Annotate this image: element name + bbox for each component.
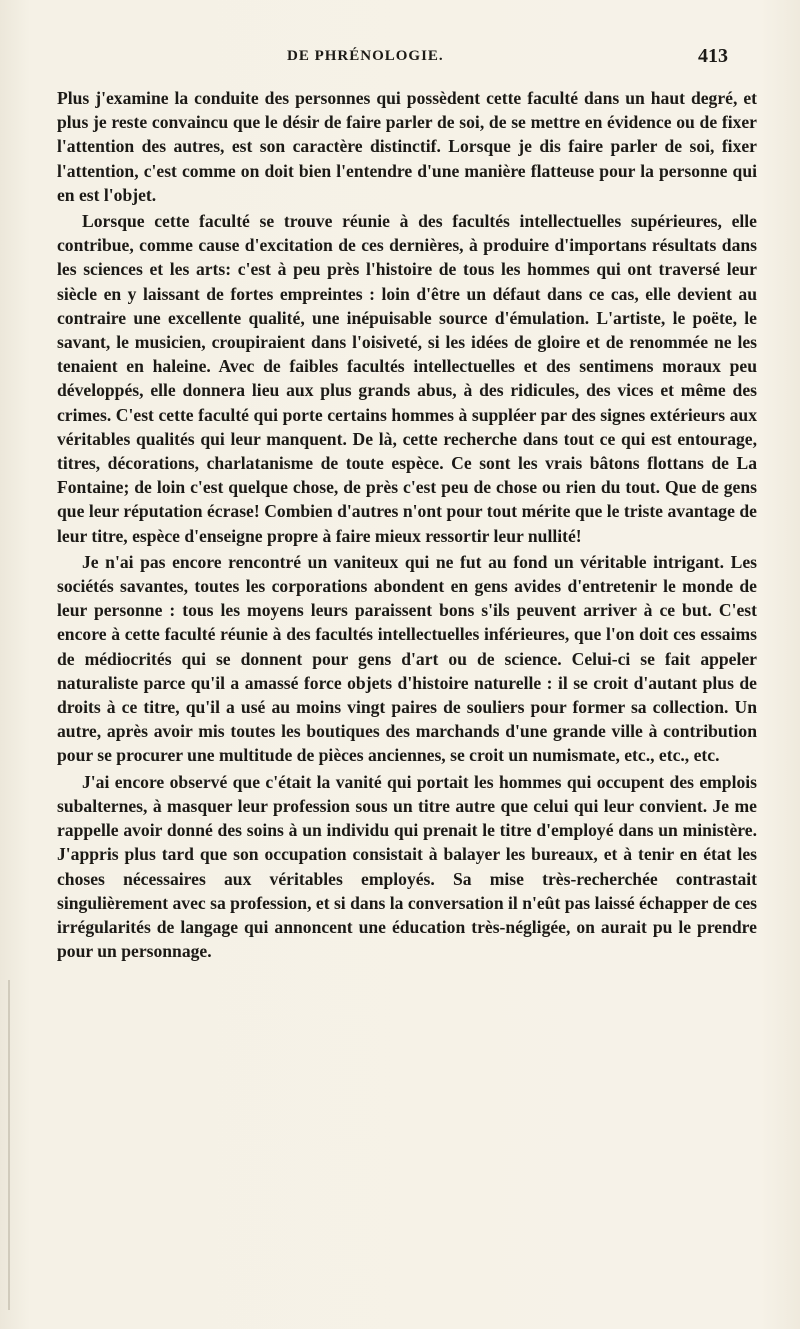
paragraph: Plus j'examine la conduite des personnes qui possèdent cette faculté dans un haut degré, et plus je reste convaincu que le désir de faire parler de soi, de se mettre en évidence ou de fixer l'attention des autres, est son caractère distinctif. Lorsque je dis faire parler de soi, fixer l'attention, c'est comme on doit bien l'entendre d'une manière flatteuse pour la personne qui en est l'objet. — [57, 88, 757, 205]
paragraph: J'ai encore observé que c'était la vanité qui portait les hommes qui occupent des emplois subalternes, à masquer leur profession sous un titre autre que celui qui leur convient. Je me rappelle avoir donné des soins à un individu qui prenait le titre d'employé dans un ministère. J'appris plus tard que son occupation consistait à balayer les bureaux, et à tenir en état les choses nécessaires aux véritables employés. Sa mise très-recherchée contrastait singulièrement avec sa profession, et si dans la conversation il n'eût pas laissé échapper de ces irrégularités de langage qui annoncent une éducation très-négligée, on aurait pu le prendre pour un personnage. — [57, 771, 757, 962]
running-head: DE PHRÉNOLOGIE. — [287, 48, 444, 64]
page-number: 413 — [698, 45, 728, 67]
page-header — [0, 45, 800, 78]
page-edge-shadow — [8, 980, 10, 1310]
body-text — [57, 86, 757, 963]
paragraph: Je n'ai pas encore rencontré un vaniteux qui ne fut au fond un véritable intrigant. Les sociétés savantes, toutes les corporations abondent en gens avides d'entretenir le monde de leur personne : tous les moyens leurs paraissent bons s'ils peuvent arriver à ce but. C'est encore à cette faculté réunie à des facultés intellectuelles inférieures, que l'on doit ces essaims de médiocrités qui se donnent pour gens d'art ou de science. Celui-ci se fait appeler naturaliste parce qu'il a amassé force objets d'histoire naturelle : il se croit d'autant plus de droits à ce titre, qu'il a usé au moins vingt paires de souliers pour former sa collection. Un autre, après avoir mis toutes les boutiques des marchands d'une grande ville à contribution pour se procurer une multitude de pièces anciennes, se croit un numismate, etc., etc., etc. — [57, 551, 757, 766]
paragraph: Lorsque cette faculté se trouve réunie à des facultés intellectuelles supérieures, elle contribue, comme cause d'excitation de ces dernières, à produire d'importans résultats dans les sciences et les arts: c'est à peu près l'histoire de tous les hommes qui ont traversé leur siècle en y laissant de fortes empreintes : loin d'être un défaut dans ce cas, elle devient au contraire une excellente qualité, une inépuisable source d'émulation. L'artiste, le poëte, le savant, le musicien, croupiraient dans l'oisiveté, si les idées de gloire et de renommée ne les tenaient en haleine. Avec de faibles facultés intellectuelles et des sentimens moraux peu développés, elle donnera lieu aux plus grands abus, à des ridicules, des vices et même des crimes. C'est cette faculté qui porte certains hommes à suppléer par des signes extérieurs aux véritables qualités qui leur manquent. De là, cette recherche dans tout ce qui est entourage, titres, décorations, charlatanisme de toute espèce. Ce sont les vrais bâtons flottans de La Fontaine; de loin c'est quelque chose, de près c'est peu de chose ou rien du tout. Que de gens que leur réputation écrase! Combien d'autres n'ont pour tout mérite que le triste avantage de leur titre, espèce d'enseigne propre à faire mieux ressortir leur nullité! — [57, 211, 757, 546]
